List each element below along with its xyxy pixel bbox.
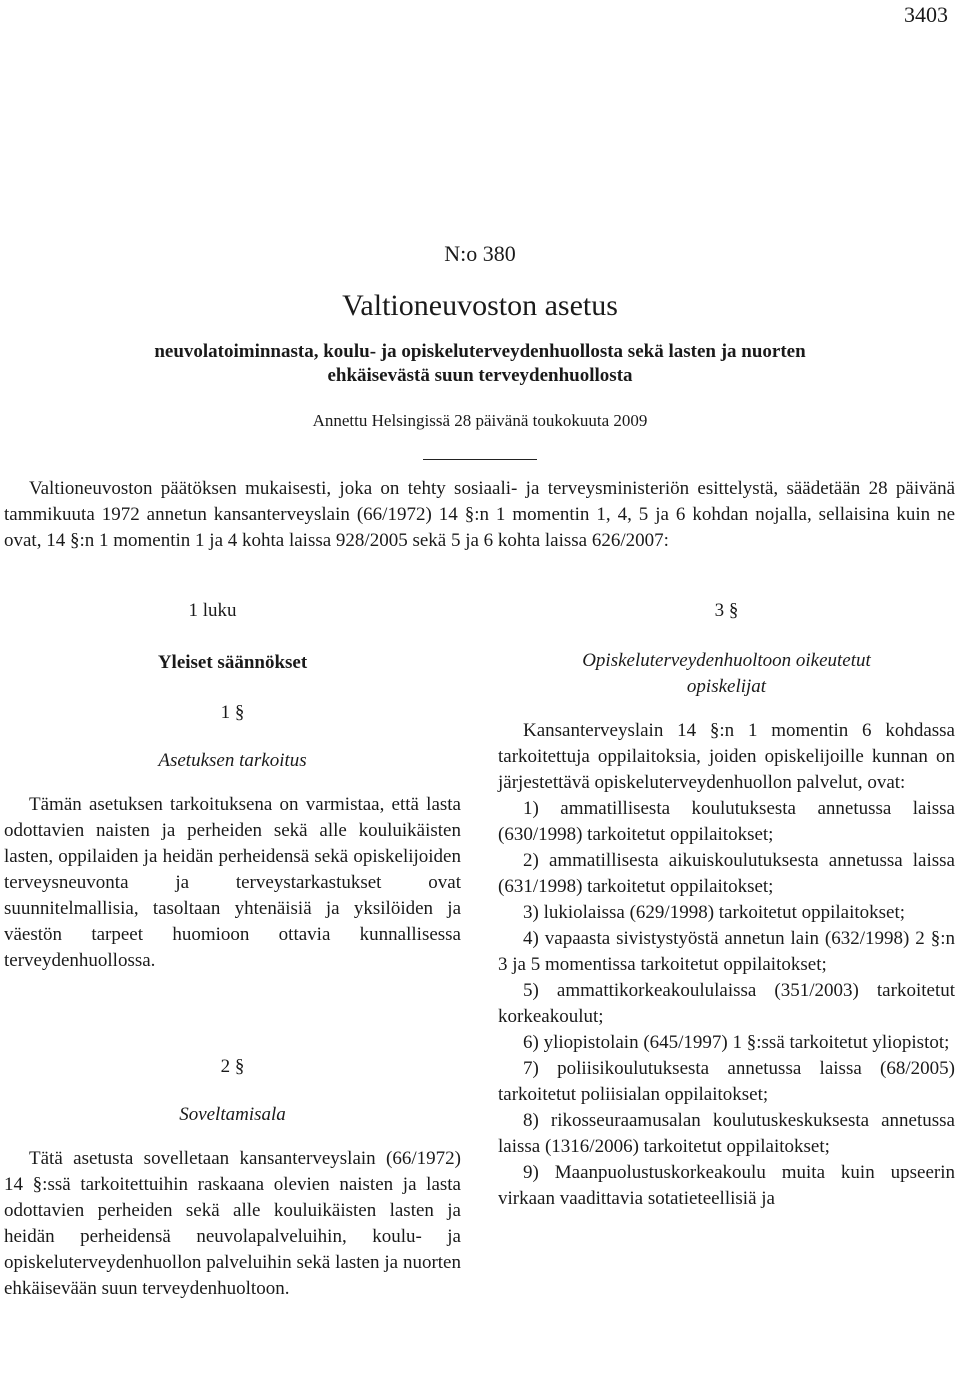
list-item: 9) Maanpuolustuskorkeakoulu muita kuin upseerin virkaan vaadittavia sotatieteellisiä ja [498, 1162, 955, 1209]
list-item: 5) ammattikorkeakoululaissa (351/2003) tarkoitetut korkeakoulut; [498, 980, 955, 1027]
page-number: 3403 [904, 2, 948, 27]
section-1-number: 1 § [220, 702, 245, 723]
list-item: 3) lukiolaissa (629/1998) tarkoitetut oppilaitokset; [523, 902, 906, 923]
section-3-title-line-1: Opiskeluterveydenhuoltoon oikeutetut [582, 650, 871, 671]
section-3-title-line-2: opiskelijat [686, 676, 767, 697]
subtitle-line-2: ehkäisevästä suun terveydenhuollosta [327, 365, 633, 386]
document-title: Valtioneuvoston asetus [342, 289, 618, 322]
section-2-title: Soveltamisala [179, 1104, 286, 1125]
document-number: N:o 380 [444, 241, 516, 266]
section-1-title: Asetuksen tarkoitus [158, 750, 307, 771]
list-item: 2) ammatillisesta aikuiskoulutuksesta annetussa laissa (631/1998) tarkoitetut oppilaitokset; [498, 850, 955, 897]
chapter-number: 1 luku [188, 600, 237, 621]
list-item: 4) vapaasta sivistystyöstä annetun lain (632/1998) 2 §:n 3 ja 5 momentissa tarkoitetut oppilaitokset; [498, 928, 955, 975]
chapter-title: Yleiset säännökset [157, 652, 308, 673]
list-item: 7) poliisikoulutuksesta annetussa laissa (68/2005) tarkoitetut poliisialan oppilaitokset; [498, 1058, 955, 1105]
section-3-intro: Kansanterveyslain 14 §:n 1 momentin 6 kohdassa tarkoitettuja oppilaitoksia, joiden opiskelijoille kunnan on järjestettävä opiskeluterveydenhuollon palvelut, ovat: [498, 720, 955, 793]
document-subtitle [20, 340, 940, 388]
separator-rule [423, 459, 537, 460]
subtitle-line-1: neuvolatoiminnasta, koulu- ja opiskeluterveydenhuollosta sekä lasten ja nuorten [154, 341, 806, 362]
list-item: 8) rikosseuraamusalan koulutuskeskuksesta annetussa laissa (1316/2006) tarkoitetut oppilaitokset; [498, 1110, 955, 1157]
list-item: 1) ammatillisesta koulutuksesta annetussa laissa (630/1998) tarkoitetut oppilaitokset; [498, 798, 955, 845]
section-3-number: 3 § [714, 600, 739, 621]
right-column [498, 598, 955, 1212]
section-2-text: Tätä asetusta sovelletaan kansanterveyslain (66/1972) 14 §:ssä tarkoitettuihin raskaana olevien naisten ja lasta odottavien perheiden sekä alle kouluikäisten lasten ja heidän perheidensä neuvolapalveluihin, koulu- ja opiskeluterveydenhuollon palveluihin sekä lasten ja nuorten ehkäisevään suun terveydenhuoltoon. [4, 1148, 461, 1299]
preamble: Valtioneuvoston päätöksen mukaisesti, joka on tehty sosiaali- ja terveysministeriön esittelystä, säädetään 28 päivänä tammikuuta 1972 annetun kansanterveyslain (66/1972) 14 §:n 1 momentin 1, 4, 5 ja 6 kohdan nojalla, sellaisina kuin ne ovat, 14 §:n 1 momentin 1 ja 4 kohta laissa 928/2005 sekä 5 ja 6 kohta laissa 626/2007: [4, 478, 955, 551]
section-2-number: 2 § [220, 1056, 245, 1077]
section-1-text: Tämän asetuksen tarkoituksena on varmistaa, että lasta odottavien naisten ja perheiden sekä alle kouluikäisten lasten, oppilaiden ja heidän perheidensä sekä opiskelijoiden terveysneuvonta ja terveystarkastukset ovat suunnitelmallisia, tasoltaan yhtenäisiä ja yksilöiden ja väestön tarpeet huomioon ottavia kunnallisessa terveydenhuollossa. [4, 794, 461, 971]
given-date: Annettu Helsingissä 28 päivänä toukokuuta 2009 [312, 411, 648, 430]
left-column [4, 598, 461, 1302]
list-item: 6) yliopistolain (645/1997) 1 §:ssä tarkoitetut yliopistot; [523, 1032, 950, 1053]
